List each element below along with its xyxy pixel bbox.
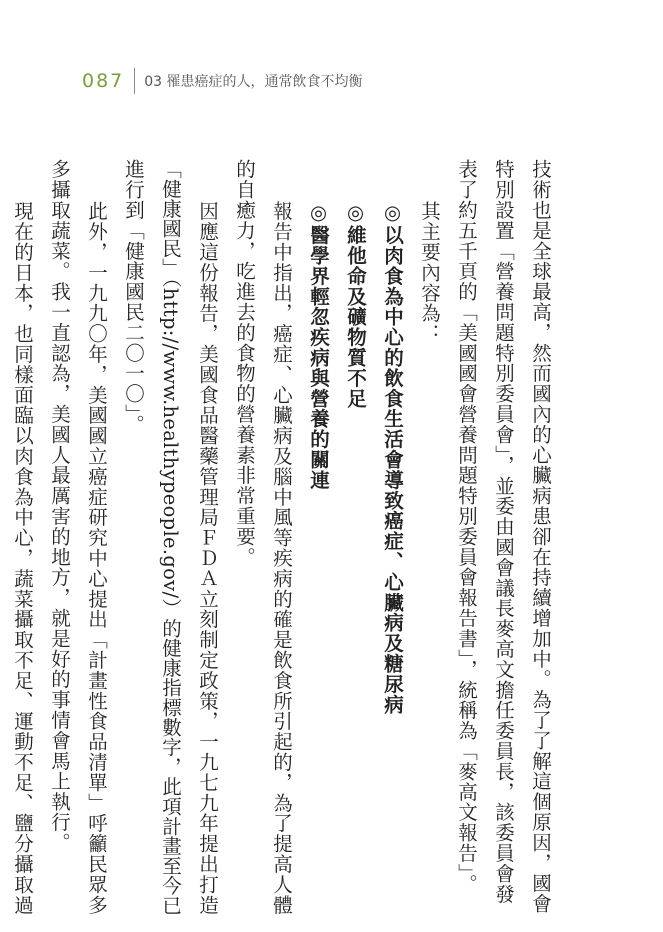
text-line: 因應這份報告，美國食品醫藥管理局ＦＤＡ立刻制定政策，一九七九年提出打造 [196,201,219,915]
text-line: 其主要內容為： [418,201,441,344]
text-line: 進行到「健康國民二〇一〇」。 [122,159,145,435]
text-line: 表了約五千頁的「美國國會營養問題特別委員會報告書」，統稱為「麥高文報告」。 [455,159,478,895]
page-header [82,68,363,94]
text-line: 的自癒力，吃進去的食物的營養素非常重要。 [233,159,256,567]
text-line: 技術也是全球最高，然而國內的心臟病患卻在持續增加中。為了了解這個原因，國會 [529,159,552,914]
text-line: 多攝取蔬菜。我一直認為，美國人最厲害的地方，就是好的事情會馬上執行。 [48,159,71,853]
text-line: 特別設置「營養問題特別委員會」，並委由國會議長麥高文擔任委員長，該委員會發 [492,159,515,905]
bullet-item: ◎醫學界輕忽疾病與營養的關連 [307,201,330,491]
header-divider [134,68,135,94]
chapter-title: 03 罹患癌症的人，通常飲食不均衡 [144,74,363,90]
text-line: 此外，一九九〇年，美國國立癌症研究中心提出「計畫性食品清單」呼籲民眾多 [85,201,108,915]
page-number: 087 [82,70,125,92]
text-line: 「健康國民」（http://www.healthypeople.gov/）的健康指標數字，此項計畫至今已 [159,159,182,916]
text-line: 報告中指出，癌症、心臟病及腦中風等疾病的確是飲食所引起的，為了提高人體 [270,201,293,915]
bullet-item: ◎維他命及礦物質不足 [344,201,367,409]
body-text [4,159,559,916]
bullet-item: ◎以肉食為中心的飲食生活會導致癌症、心臟病及糖尿病 [381,201,404,715]
text-line: 現在的日本，也同樣面臨以肉食為中心，蔬菜攝取不足、運動不足、鹽分攝取過 [11,201,34,915]
